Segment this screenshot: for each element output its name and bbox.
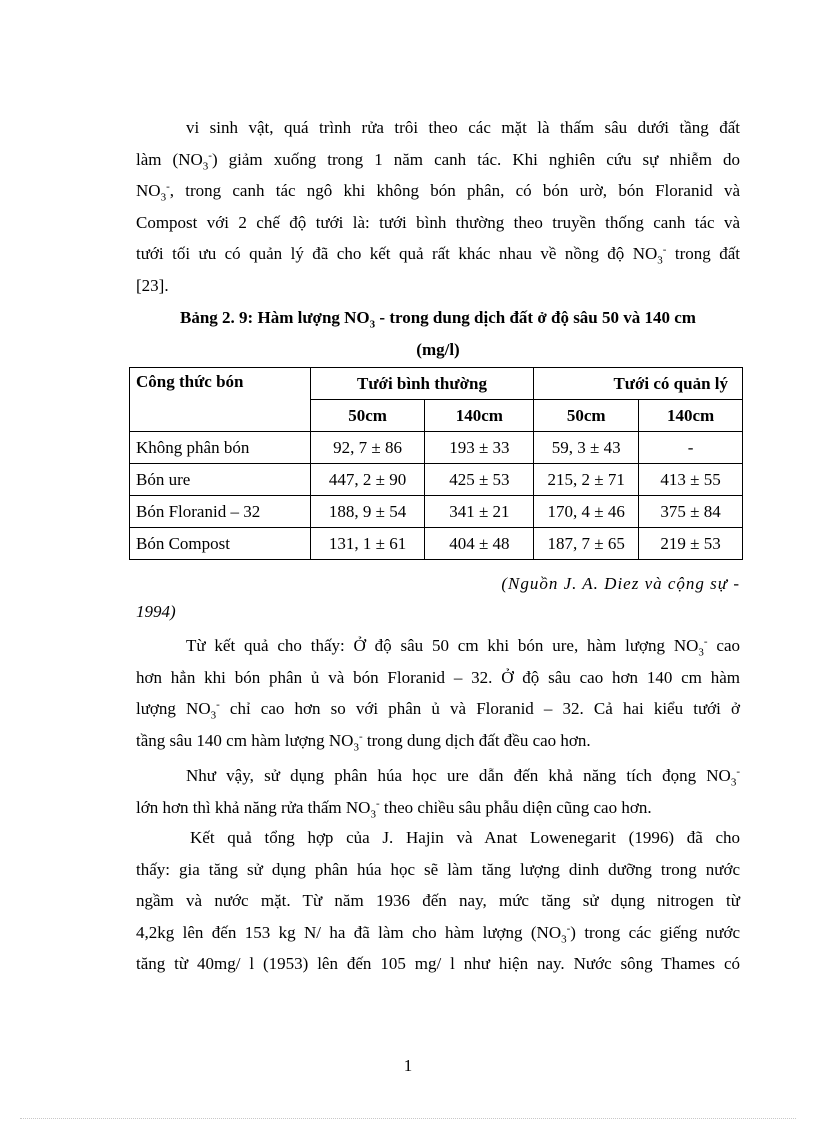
text-line	[136, 630, 740, 662]
text-run: làm (NO	[136, 149, 203, 169]
subscript: 3	[730, 776, 737, 789]
text-run: ) giảm xuống trong 1 năm canh tác. Khi nghiên cứu sự nhiễm do	[211, 149, 740, 169]
text-run: ) trong các giếng nước	[570, 922, 740, 942]
table-caption-unit: (mg/l)	[416, 340, 460, 359]
header-depth: 140cm	[425, 400, 534, 432]
header-formula: Công thức bón	[130, 368, 311, 432]
text-line	[136, 792, 740, 824]
text-run: trong dung dịch đất đều cao hơn.	[362, 730, 591, 750]
text-line: Compost với 2 chế độ tưới là: tưới bình thường theo truyền thống canh tác và	[136, 212, 740, 232]
row-label: Bón ure	[130, 464, 311, 496]
text-run: trong đất	[666, 244, 740, 263]
header-normal-irrigation: Tưới bình thường	[310, 368, 534, 400]
text-line	[136, 917, 740, 949]
superscript: -	[216, 698, 220, 711]
superscript: -	[736, 765, 740, 778]
row-label: Bón Compost	[130, 528, 311, 560]
text-run: lớn hơn thì khả năng rửa thấm NO	[136, 797, 371, 817]
text-run: , trong canh tác ngô khi không bón phân, có bón urờ, bón Floranid và	[169, 181, 740, 200]
text-line: tăng từ 40mg/ l (1953) lên đến 105 mg/ l như hiện nay. Nước sông Thames có	[136, 954, 740, 973]
table-row	[130, 496, 743, 528]
table-row	[130, 464, 743, 496]
text-run: tưới tối ưu có quản lý đã cho kết quả rất khác nhau về nồng độ NO	[136, 244, 658, 263]
subscript: 3	[353, 740, 359, 753]
header-managed-irrigation: Tưới có quản lý	[534, 368, 743, 400]
table-row	[130, 432, 743, 464]
subscript: 3	[369, 318, 376, 331]
superscript: -	[375, 796, 380, 809]
superscript: -	[566, 921, 571, 934]
text-run: cao	[707, 636, 740, 655]
table-cell: 131, 1 ± 61	[310, 528, 425, 560]
text-run: Như vậy, sử dụng phân húa học ure dẫn đến khả năng tích đọng NO	[186, 766, 731, 785]
table-cell: 404 ± 48	[425, 528, 534, 560]
table-cell: 193 ± 33	[425, 432, 534, 464]
text-line	[136, 725, 740, 757]
table-cell: 375 ± 84	[639, 496, 743, 528]
table-header-row	[130, 368, 743, 400]
superscript: -	[208, 148, 212, 161]
subscript: 3	[657, 254, 663, 267]
table-cell: 341 ± 21	[425, 496, 534, 528]
text-line: [23].	[136, 275, 169, 295]
caption-text: Bảng 2. 9: Hàm lượng NO	[180, 308, 370, 327]
header-depth: 50cm	[310, 400, 425, 432]
subscript: 3	[202, 159, 209, 172]
subscript: 3	[370, 807, 376, 820]
table-cell: 447, 2 ± 90	[310, 464, 425, 496]
source-citation: (Nguồn J. A. Diez và cộng sự -	[501, 574, 740, 593]
text-line: Kết quả tổng hợp của J. Hajin và Anat Lowenegarit (1996) đã cho	[190, 828, 740, 847]
row-label: Không phân bón	[130, 432, 311, 464]
subscript: 3	[160, 191, 167, 204]
table-cell: 188, 9 ± 54	[310, 496, 425, 528]
row-label: Bón Floranid – 32	[130, 496, 311, 528]
text-line: thấy: gia tăng sử dụng phân húa học sẽ làm tăng lượng dinh dưỡng trong nước	[136, 859, 740, 879]
table-cell: 413 ± 55	[639, 464, 743, 496]
table-cell: 170, 4 ± 46	[534, 496, 639, 528]
text-run: chỉ cao hơn so với phân ủ và Floranid – 32. Cả hai kiểu tưới ở	[219, 699, 740, 718]
paragraph-results	[136, 630, 740, 756]
text-line	[136, 144, 740, 176]
text-line: ngầm và nước mặt. Từ năm 1936 đến nay, mức tăng sử dụng nitrogen từ	[136, 891, 740, 910]
data-table	[129, 367, 743, 560]
paragraph-conclusion	[136, 760, 740, 823]
table-cell: 92, 7 ± 86	[310, 432, 425, 464]
text-run: NO	[136, 181, 161, 200]
paragraph-intro	[136, 112, 740, 301]
page-number: 1	[403, 1056, 413, 1075]
table-cell: 59, 3 ± 43	[534, 432, 639, 464]
footer-divider	[20, 1118, 796, 1119]
text-line	[136, 760, 740, 792]
text-run: 4,2kg lên đến 153 kg N/ ha đã làm cho hàm lượng (NO	[136, 922, 562, 942]
subscript: 3	[210, 709, 217, 722]
text-run: Từ kết quả cho thấy: Ở độ sâu 50 cm khi bón ure, hàm lượng NO	[186, 636, 699, 655]
paragraph-hajin	[136, 822, 740, 980]
table-caption	[136, 308, 740, 331]
text-line	[136, 238, 740, 270]
header-depth: 140cm	[639, 400, 743, 432]
superscript: -	[166, 180, 170, 193]
text-line: vi sinh vật, quá trình rửa trôi theo các mặt là thấm sâu dưới tầng đất	[186, 118, 740, 137]
superscript: -	[358, 729, 363, 742]
superscript: -	[662, 243, 667, 256]
text-run: tầng sâu 140 cm hàm lượng NO	[136, 730, 354, 750]
table-cell: 219 ± 53	[639, 528, 743, 560]
text-line	[136, 175, 740, 207]
table-cell: -	[639, 432, 743, 464]
subscript: 3	[561, 932, 567, 945]
subscript: 3	[698, 646, 704, 659]
table-cell: 187, 7 ± 65	[534, 528, 639, 560]
text-line: hơn hẳn khi bón phân ủ và bón Floranid – 32. Ở độ sâu cao hơn 140 cm hàm	[136, 667, 740, 687]
caption-text: - trong dung dịch đất ở độ sâu 50 và 140 cm	[375, 308, 696, 327]
table-cell: 215, 2 ± 71	[534, 464, 639, 496]
source-citation-year: 1994)	[136, 602, 176, 621]
text-run: lượng NO	[136, 699, 211, 718]
text-line	[136, 693, 740, 725]
table-row	[130, 528, 743, 560]
table-cell: 425 ± 53	[425, 464, 534, 496]
header-depth: 50cm	[534, 400, 639, 432]
text-run: theo chiều sâu phẫu diện cũng cao hơn.	[379, 797, 652, 817]
superscript: -	[703, 635, 708, 648]
